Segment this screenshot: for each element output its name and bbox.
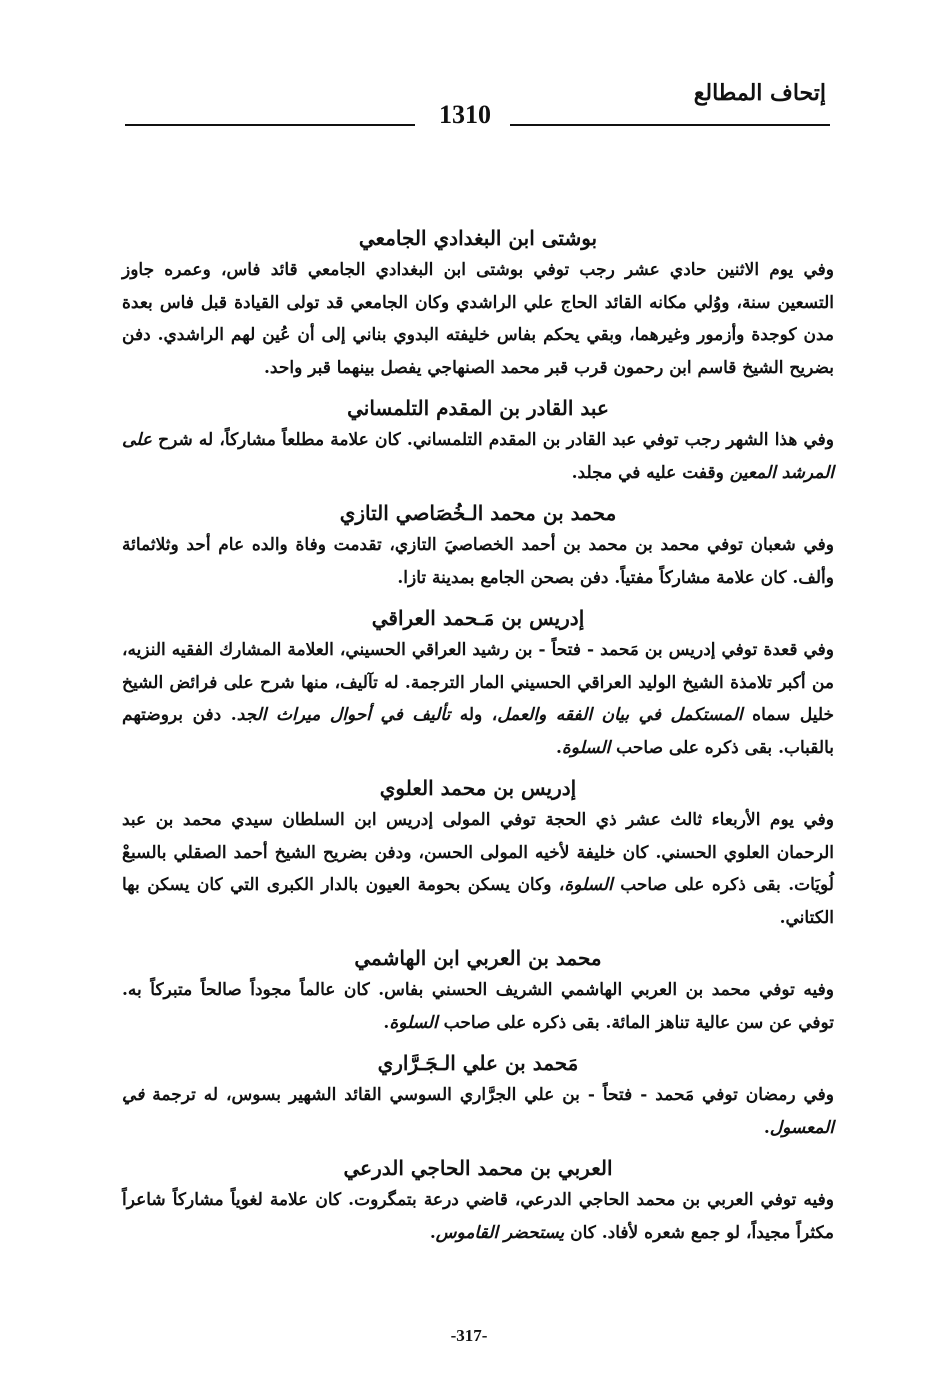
- entry-text: وفي قعدة توفي إدريس بن مَحمد - فتحاً - بن رشيد العراقي الحسيني، العلامة المشارك الفقيه النزيه، من أكبر تلامذة الشيخ الوليد العراقي الحسيني المار الترجمة. له تآليف، منها شرح على فرائض الشيخ خليل سماه: [122, 640, 835, 725]
- entry: [122, 388, 834, 489]
- entry-text: ، وله: [450, 705, 498, 725]
- entry-body: [122, 634, 834, 764]
- entry-text: .: [383, 1012, 390, 1033]
- entry-text: وفيه توفي محمد بن العربي الهاشمي الشريف الحسني بفاس. كان عالماً مجوداً صالحاً متبركاً به. توفي عن سن عالية تناهز المائة. بقى ذكره على صاحب: [122, 980, 835, 1033]
- entry-title: إدريس بن محمد العلوي: [379, 776, 577, 800]
- entry-body: [122, 974, 834, 1039]
- entry: [122, 1043, 834, 1144]
- entry-body: وفي يوم الاثنين حادي عشر رجب توفي بوشتى ابن البغدادي الجامعي قائد فاس، وعمره جاوز التسعين سنة، ووُلي مكانه القائد الحاج علي الراشدي وكان الجامعي قد تولى القيادة قبل فاس بعدة مدن كوجدة وأزمور وغيرهما، وبقي يحكم بفاس خليفته البدوي بناني إلى أن عُين لهم الراشدي. دفن بضريح الشيخ قاسم ابن رحمون قرب قبر محمد الصنهاجي يفصل بينهما قبر واحد.: [122, 260, 834, 378]
- entry: [122, 218, 834, 384]
- entry-title: مَحمد بن علي الـجَـرَّاري: [377, 1051, 579, 1075]
- entry: [122, 598, 834, 764]
- entry: [122, 493, 834, 594]
- book-title: تأليف في أحوال ميراث الجد: [236, 705, 451, 725]
- book-title: السلوة: [389, 1012, 438, 1033]
- entry-text: وفي هذا الشهر رجب توفي عبد القادر بن المقدم التلمساني. كان علامة مطلعاً مشاركاً، له شرح: [151, 430, 834, 450]
- entry-text: ، وكان يسكن بحومة العيون بالدار الكبرى التي كان يسكن بها الكتاني.: [122, 875, 834, 928]
- book-title: السلوة: [564, 875, 613, 895]
- entry-body: وفي شعبان توفي محمد بن محمد بن أحمد الخصاصيَ التازي، تقدمت وفاة والده عام أحد وثلاثمائة وألف. كان علامة مشاركاً مفتياً. دفن بصحن الجامع بمدينة تازا.: [122, 535, 834, 588]
- header-rule-right: [510, 124, 830, 126]
- entry-text: وفي رمضان توفي مَحمد - فتحاً - بن علي الجرَّاري السوسي القائد الشهير بسوس، له ترجمة: [144, 1085, 834, 1105]
- book-title: يستحضر القاموس: [435, 1222, 565, 1243]
- entry: [122, 938, 834, 1039]
- entry-body: [122, 1079, 834, 1144]
- book-title: المستكمل في بيان الفقه والعمل: [497, 705, 743, 725]
- header-rule-left: [125, 124, 415, 126]
- entry-title: محمد بن محمد الـخُصَاصي التازي: [339, 501, 617, 525]
- book-title: السلوة: [561, 737, 611, 758]
- entry-text: .: [429, 1222, 436, 1243]
- book-title: في المعسول: [122, 1085, 834, 1138]
- entry-title: عبد القادر بن المقدم التلمساني: [347, 396, 609, 420]
- entry-text: وقفت عليه في مجلد.: [571, 462, 730, 483]
- main-content: [122, 218, 834, 1253]
- entry-body: [122, 1184, 834, 1249]
- entry-text: .: [555, 737, 562, 758]
- year-heading: 1310: [439, 100, 491, 129]
- entry-body: [122, 424, 834, 489]
- entry-title: العربي بن محمد الحاجي الدرعي: [343, 1156, 613, 1180]
- entry-text: وفي يوم الأربعاء ثالث عشر ذي الحجة توفي المولى إدريس ابن السلطان سيدي محمد بن عبد الرحمان العلوي الحسني. كان خليفة لأخيه المولى الحسن، ودفن بضريح الشيخ أحمد الصقلي بالسبعْ لُويَات. بقى ذكره على صاحب: [122, 810, 835, 895]
- entry: [122, 768, 834, 934]
- page-header: [125, 100, 830, 140]
- entry-body: [122, 804, 834, 934]
- entry-title: بوشتى ابن البغدادي الجامعي: [358, 226, 598, 250]
- entry-title: إدريس بن مَـحمد العراقي: [371, 606, 585, 630]
- page-number: -317-: [450, 1326, 488, 1345]
- entry-text: . دفن بروضتهم بالقباب. بقى ذكره على صاحب: [122, 705, 834, 758]
- entry-title: محمد بن العربي ابن الهاشمي: [354, 946, 602, 970]
- book-title: على المرشد المعين: [122, 430, 834, 483]
- entry-text: وفيه توفي العربي بن محمد الحاجي الدرعي، قاضي درعة بتمگروت. كان علامة لغوياً مشاركاً شاعراً مكثراً مجيداً، لو جمع شعره لأفاد. كان: [122, 1190, 834, 1243]
- entry-text: .: [763, 1117, 770, 1138]
- running-title: إتحاف المطالع: [693, 80, 826, 106]
- entry: [122, 1148, 834, 1249]
